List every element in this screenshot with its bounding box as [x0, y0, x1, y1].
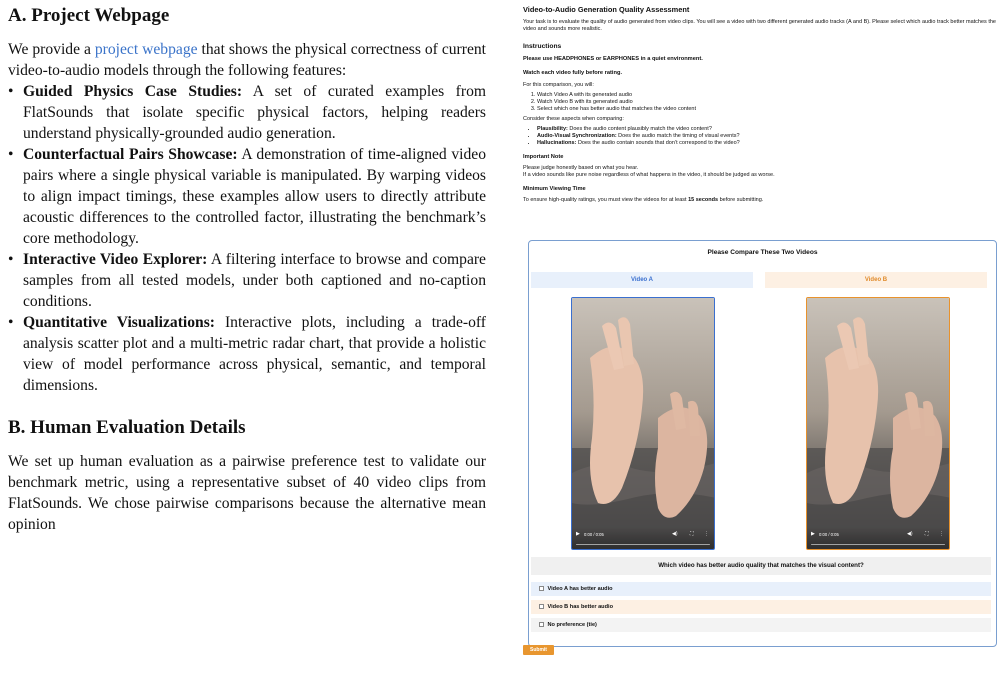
video-a-player[interactable] — [571, 297, 715, 550]
play-icon[interactable]: ▶ — [576, 531, 580, 537]
video-a-frame — [572, 298, 715, 550]
option-video-a[interactable] — [531, 582, 991, 596]
checkbox-icon[interactable] — [539, 586, 544, 591]
min-text-pre: To ensure high-quality ratings, you must view the videos for at least — [523, 196, 689, 203]
volume-icon[interactable]: ◀) — [672, 531, 678, 537]
video-b-progress-bar[interactable] — [811, 544, 945, 546]
feature-item: • Counterfactual Pairs Showcase: A demonstration of time-aligned video pairs where a single physical variable is manipulated. By warping videos to align impact timings, these examples allow users to directly attribute acoustic differences to the controlled factor, illustrating the benchmark’s core methodology. — [8, 146, 487, 247]
option-label: Video A has better audio — [547, 586, 613, 592]
section-b-title: B. Human Evaluation Details — [8, 417, 246, 438]
paper-column — [8, 4, 486, 535]
more-options-icon[interactable]: ⋮ — [939, 531, 944, 537]
option-label: No preference (tie) — [547, 622, 597, 628]
feature-item: • Interactive Video Explorer: A filtering interface to browse and compare samples from all tested models, under both captioned and no-caption conditions. — [8, 251, 486, 310]
checkbox-icon[interactable] — [539, 604, 544, 609]
aspect-desc: Does the audio content plausibly match the video content? — [567, 126, 712, 133]
comparison-intro: For this comparison, you will: — [523, 82, 594, 88]
checkbox-icon[interactable] — [539, 622, 544, 627]
feature-text: A demonstration of time-aligned video pairs where a single physical variable is manipulated. By warping videos to align impact timings, these examples allow users to directly attribute acoustic differences to the controlled factor, illustrating the benchmark’s core methodology. — [23, 146, 487, 247]
aspect-item — [537, 133, 999, 140]
option-video-b[interactable] — [531, 600, 991, 614]
feature-text: A filtering interface to browse and compare samples from all tested models, under both captioned and no-caption conditions. — [23, 251, 486, 310]
step-item: 3. Select which one has better audio that matches the video content — [537, 106, 999, 113]
fullscreen-icon[interactable]: ⛶ — [690, 531, 694, 537]
video-b-player[interactable] — [806, 297, 950, 550]
aspect-item — [537, 126, 999, 133]
feature-title: Quantitative Visualizations: — [23, 314, 215, 331]
video-a-label: Video A — [531, 272, 753, 288]
feature-item: • Quantitative Visualizations: Interactive plots, including a trade-off analysis scatter plot and a multi-metric radar chart, that provide a holistic view of model performance across physical, semantic, and temporal dimensions. — [8, 314, 486, 394]
video-a-controls — [572, 527, 714, 549]
feature-text: A set of curated examples from FlatSounds that isolate specific physical factors, helping readers understand physically-grounded audio generation. — [23, 83, 486, 142]
step-item: 2. Watch Video B with its generated audio — [537, 99, 999, 106]
more-options-icon[interactable]: ⋮ — [704, 531, 709, 537]
important-note-heading: Important Note — [523, 153, 564, 160]
min-text-post: before submitting. — [718, 196, 764, 203]
feature-title: Guided Physics Case Studies: — [23, 83, 243, 100]
min-seconds: 15 seconds — [688, 196, 719, 203]
project-webpage-link[interactable]: project webpage — [94, 41, 198, 58]
feature-text: Interactive plots, including a trade-off analysis scatter plot and a multi-metric radar chart, that provide a holistic view of model performance across physical, semantic, and temporal dimensions. — [23, 314, 486, 394]
video-a-progress-bar[interactable] — [576, 544, 710, 546]
step-item: 1. Watch Video A with its generated audio — [537, 92, 999, 99]
steps-list — [523, 92, 999, 112]
intro-text-pre: We provide a — [8, 41, 95, 58]
aspect-name: Plausibility: — [537, 126, 568, 133]
consider-intro: Consider these aspects when comparing: — [523, 116, 624, 123]
volume-icon[interactable]: ◀) — [907, 531, 913, 537]
feature-title: Interactive Video Explorer: — [23, 251, 208, 268]
submit-button[interactable]: Submit — [523, 645, 554, 655]
video-b-controls — [807, 527, 949, 549]
aspect-name: Audio-Visual Synchronization: — [537, 133, 617, 140]
survey-task-description: Your task is to evaluate the quality of audio generated from video clips. You will see a video with two different generated audio tracks (A and B). Please select which audio track better matches the video and sounds more realistic. — [523, 19, 996, 32]
section-a-title: A. Project Webpage — [8, 5, 170, 26]
note-line-1: Please judge honestly based on what you hear. — [523, 164, 639, 171]
watch-notice: Watch each video fully before rating. — [523, 70, 623, 76]
survey-title: Video-to-Audio Generation Quality Assessment — [523, 5, 690, 14]
aspect-desc: Does the audio match the timing of visual events? — [616, 133, 740, 140]
section-a-intro — [8, 39, 486, 81]
min-viewing-text — [523, 197, 999, 204]
min-viewing-heading: Minimum Viewing Time — [523, 185, 586, 192]
headphones-notice: Please use HEADPHONES or EARPHONES in a quiet environment. — [523, 56, 703, 62]
feature-item: • Guided Physics Case Studies: A set of curated examples from FlatSounds that isolate specific physical factors, helping readers understand physically-grounded audio generation. — [8, 83, 486, 142]
survey-page — [523, 5, 999, 204]
preference-question: Which video has better audio quality that matches the visual content? — [531, 557, 991, 575]
aspect-item — [537, 140, 999, 147]
option-tie[interactable] — [531, 618, 991, 632]
intro-text-post: that shows the physical correctness of current video-to-audio models through the following features: — [8, 41, 486, 79]
compare-title: Please Compare These Two Videos — [707, 249, 818, 256]
feature-list — [8, 81, 486, 396]
video-b-frame — [807, 298, 950, 550]
aspect-name: Hallucinations: — [537, 139, 577, 146]
fullscreen-icon[interactable]: ⛶ — [925, 531, 929, 537]
video-a-time: 0:00 / 0:05 — [584, 532, 604, 537]
note-line-2: If a video sounds like pure noise regardless of what happens in the video, it should be judged as worse. — [523, 171, 775, 178]
aspects-list — [523, 126, 999, 146]
section-b-text: We set up human evaluation as a pairwise preference test to validate our benchmark metric, using a representative subset of 40 video clips from FlatSounds. We chose pairwise comparisons because the alternative mean opinion — [8, 453, 486, 533]
feature-title: Counterfactual Pairs Showcase: — [23, 146, 238, 163]
video-b-label: Video B — [765, 272, 987, 288]
video-b-time: 0:00 / 0:05 — [819, 532, 839, 537]
aspect-desc: Does the audio contain sounds that don’t correspond to the video? — [576, 139, 740, 146]
comparison-panel — [528, 240, 997, 647]
instructions-heading: Instructions — [523, 43, 562, 50]
option-label: Video B has better audio — [547, 604, 613, 610]
play-icon[interactable]: ▶ — [811, 531, 815, 537]
